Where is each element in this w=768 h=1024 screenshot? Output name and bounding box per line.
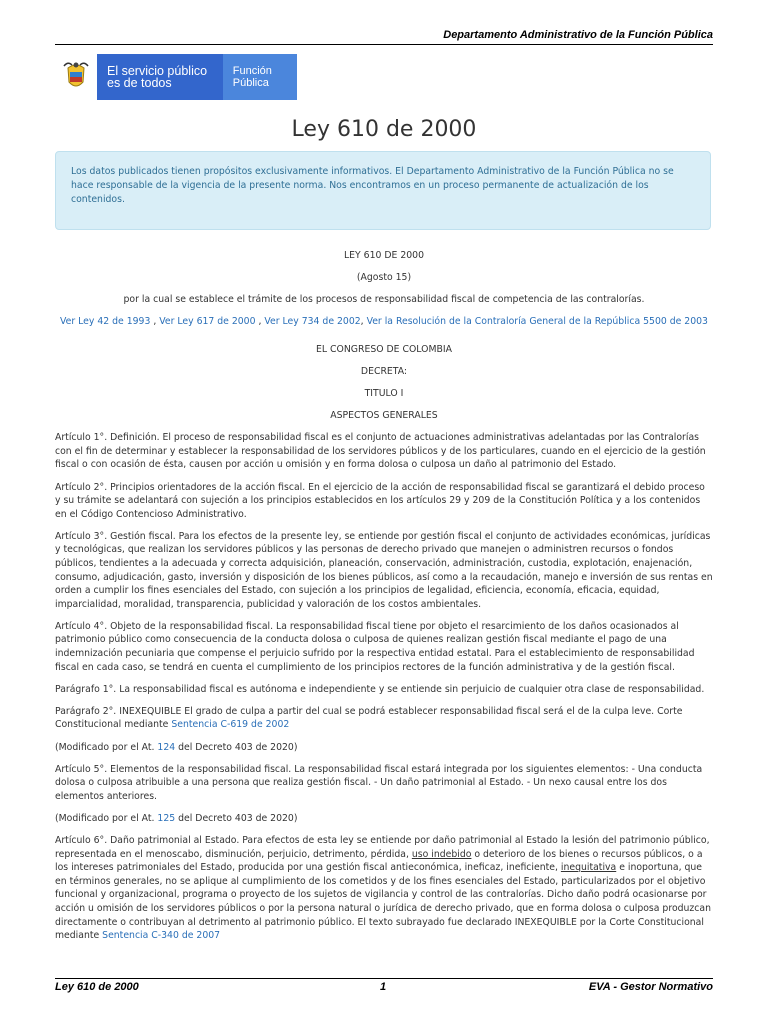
link-ley-617-2000[interactable]: Ver Ley 617 de 2000	[159, 316, 256, 328]
aspectos-heading: ASPECTOS GENERALES	[330, 410, 438, 422]
logo-right-2: Pública	[232, 77, 269, 89]
paragraph-2	[55, 705, 713, 732]
header-department: Departamento Administrativo de la Función Pública	[443, 29, 713, 41]
article-3: Artículo 3°. Gestión fiscal. Para los efectos de la presente ley, se entiende por gestión fiscal el conjunto de actividades económicas, jurídicas y tecnológicas, que realizan los servidores públicos y las personas de derecho privado que manejen o administren recursos o fondos públicos, tendientes a la adecuada y correcta adquisición, planeación, conservación, administración, custodia, explotación, enajenación, consumo, adjudicación, gasto, inversión y disposición de los bienes públicos, así como a la recaudación, manejo e inversión de sus rentas en orden a cumplir los fines esenciales del Estado, con sujeción a los principios de legalidad, eficiencia, economía, eficacia, equidad, imparcialidad, moralidad, transparencia, publicidad y valoración de los costos ambientales.	[55, 530, 713, 610]
law-date: (Agosto 15)	[356, 272, 412, 284]
logo-line-2: es de todos	[107, 76, 172, 90]
header-divider	[55, 44, 713, 45]
coat-of-arms-icon	[55, 54, 97, 100]
article-6-underlined-2: inequitativa	[560, 862, 617, 874]
link-ley-734-2002[interactable]: Ver Ley 734 de 2002	[264, 316, 361, 328]
modification-note-1	[55, 741, 713, 755]
footer-page-number: 1	[380, 981, 387, 993]
related-links: Ver Ley 42 de 1993 , Ver Ley 617 de 2000 , Ver Ley 734 de 2002, Ver la Resolución de la Contraloría General de la República 5500 de 2003	[60, 316, 708, 328]
congress-heading: EL CONGRESO DE COLOMBIA	[316, 343, 452, 355]
info-notice: Los datos publicados tienen propósitos exclusivamente informativos. El Departamento Administrativo de la Función Pública no se hace responsable de la vigencia de la presente norma. Nos encontramos en un proceso permanente de actualización de los contenidos.	[55, 151, 711, 230]
mod-note-prefix: (Modificado por el At.	[55, 812, 158, 824]
article-5: Artículo 5°. Elementos de la responsabilidad fiscal. La responsabilidad fiscal estará integrada por los siguientes elementos: - Una conducta dolosa o culposa atribuible a una persona que realiza gestión fiscal. - Un daño patrimonial al Estado. - Un nexo causal entre los dos elementos anteriores.	[55, 763, 703, 802]
document-body	[55, 249, 713, 951]
footer-divider	[55, 978, 713, 979]
footer-law: Ley 610 de 2000	[55, 981, 139, 993]
link-art-124[interactable]: 124	[157, 741, 176, 753]
link-separator: ,	[255, 316, 265, 328]
article-6	[55, 834, 713, 943]
page-title: Ley 610 de 2000	[291, 117, 477, 142]
footer-app: EVA - Gestor Normativo	[588, 981, 713, 993]
paragraph-2-text: Parágrafo 2°. INEXEQUIBLE El grado de culpa a partir del cual se podrá establecer responsabilidad fiscal será el de la culpa leve. Corte Constitucional mediante	[55, 705, 683, 731]
link-art-125[interactable]: 125	[157, 812, 176, 824]
article-6-text-c: e inoportuna, que en términos generales, no se aplique al cumplimiento de los cometidos y de los fines esenciales del Estado, particularizados por el objetivo funcional y organizacional, programa o proyecto de los sujetos de vigilancia y control de las contralorías. Dicho daño podrá ocasionarse por acción u omisión de los servidores públicos o por la persona natural o jurídica de derecho privado, que en forma dolosa o culposa produzcan directamente o contribuyan al detrimento al patrimonio público. El texto subrayado fue declarado INEXEQUIBLE por la Corte Constitucional mediante	[55, 862, 712, 942]
logo[interactable]	[55, 54, 297, 100]
link-sentencia-c-619[interactable]: Sentencia C-619 de 2002	[171, 719, 290, 731]
article-6-text-a: Artículo 6°. Daño patrimonial al Estado. Para efectos de esta ley se entiende por daño patrimonial al Estado la lesión del patrimonio público, representada en el menoscabo, disminución, perjuicio, detrimento, pérdida,	[55, 835, 710, 860]
article-6-text-b: o deterioro de los bienes o recursos públicos, o a los intereses patrimoniales del Estado, producida por una gestión fiscal antieconómica, ineficaz, ineficiente,	[55, 848, 703, 874]
modification-note-2	[55, 812, 713, 826]
article-2: Artículo 2°. Principios orientadores de la acción fiscal. En el ejercicio de la acción de responsabilidad fiscal se garantizará el debido proceso y su trámite se adelantará con sujeción a los principios establecidos en los artículos 29 y 209 de la Constitución Política y a los contenidos en el Código Contencioso Administrativo.	[55, 481, 705, 520]
link-resolucion-5500-2003[interactable]: Ver la Resolución de la Contraloría General de la República 5500 de 2003	[366, 316, 708, 328]
mod-note-suffix: del Decreto 403 de 2020)	[175, 812, 298, 824]
logo-right-1: Función	[232, 65, 272, 77]
logo-line-1: El servicio público	[107, 64, 208, 78]
law-subtitle: por la cual se establece el trámite de los procesos de responsabilidad fiscal de competencia de las contralorías.	[123, 294, 645, 306]
link-separator: ,	[150, 316, 160, 328]
link-ley-42-1993[interactable]: Ver Ley 42 de 1993	[60, 316, 151, 328]
mod-note-suffix: del Decreto 403 de 2020)	[175, 741, 298, 753]
paragraph-1: Parágrafo 1°. La responsabilidad fiscal es autónoma e independiente y se entiende sin perjuicio de cualquier otra clase de responsabilidad.	[55, 683, 705, 695]
mod-note-prefix: (Modificado por el At.	[55, 741, 158, 753]
law-heading: LEY 610 DE 2000	[343, 250, 425, 261]
article-1: Artículo 1°. Definición. El proceso de responsabilidad fiscal es el conjunto de actuaciones administrativas adelantadas por las Contralorías con el fin de determinar y establecer la responsabilidad de los servidores públicos y de los particulares, cuando en el ejercicio de la gestión fiscal o con ocasión de ésta, causen por acción u omisión y en forma dolosa o culposa un daño al patrimonio del Estado.	[55, 432, 706, 471]
link-sentencia-c-340[interactable]: Sentencia C-340 de 2007	[102, 930, 221, 942]
titulo-heading: TITULO I	[364, 388, 404, 400]
decreta-heading: DECRETA:	[360, 365, 408, 377]
article-6-underlined-1: uso indebido	[411, 848, 472, 860]
article-4: Artículo 4°. Objeto de la responsabilidad fiscal. La responsabilidad fiscal tiene por objeto el resarcimiento de los daños ocasionados al patrimonio público como consecuencia de la conducta dolosa o culposa de quienes realizan gestión fiscal mediante el pago de una indemnización pecuniaria que compense el perjuicio sufrido por la respectiva entidad estatal. Para el establecimiento de responsabilidad fiscal en cada caso, se tendrá en cuenta el cumplimiento de los principios rectores de la función administrativa y de la gestión fiscal.	[55, 620, 695, 673]
